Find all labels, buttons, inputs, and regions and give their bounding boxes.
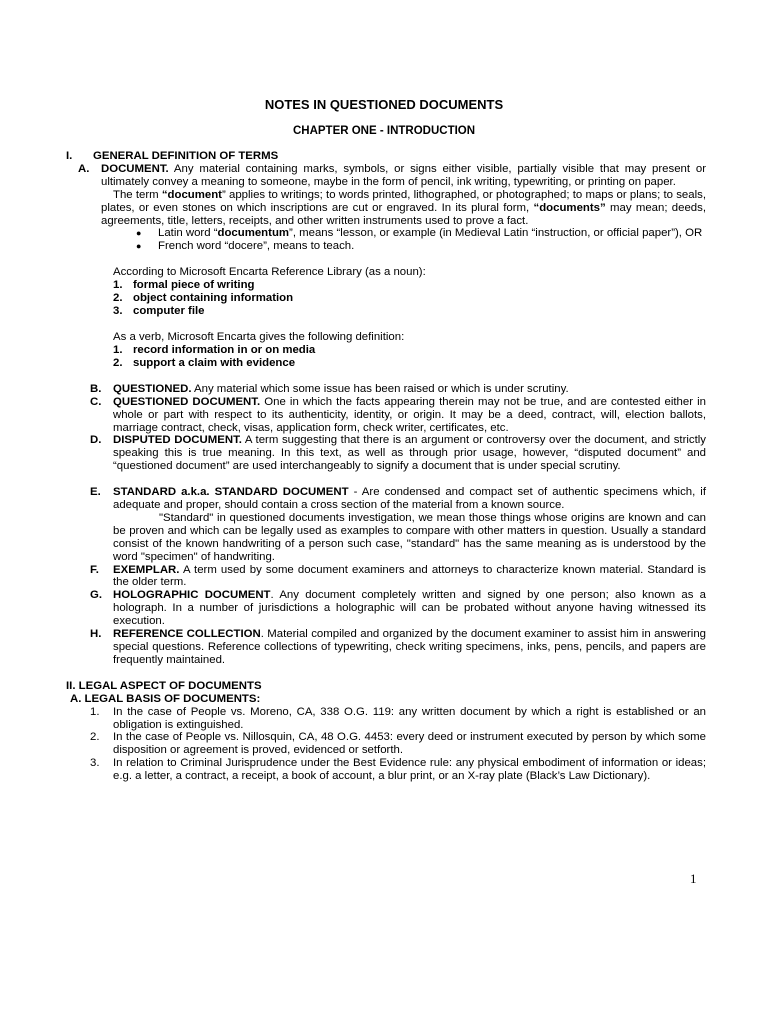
- document-term-paragraph: The term “document” applies to writings; to words printed, lithographed, or photographed; to maps or plans; to seals, plates, or even stones on which inscriptions are cut or engraved. In its plural form, “documents” may mean; deeds, agreements, title, letters, receipts, and other written instruments used to prove a fact.: [101, 188, 706, 227]
- definition-questioned-document: C. QUESTIONED DOCUMENT. One in which the facts appearing therein may not be true, and are contested either in whole or part with respect to its authenticity, identity, or origin. It may be a deed, contract, will, election ballots, marriage contract, check, visas, application form, check writer, certificates, etc.: [90, 395, 707, 434]
- definition-holographic-document: G. HOLOGRAPHIC DOCUMENT. Any document completely written and signed by one person; also known as a holograph. In a number of jurisdictions a holographic will can be probated without anyone having witnessed its execution.: [90, 589, 707, 628]
- verb-definition-item: 2. support a claim with evidence: [113, 356, 296, 369]
- definition-disputed-document: D. DISPUTED DOCUMENT. A term suggesting that there is an argument or controversy over the document, and strictly speaking this is true meaning. In this text, as well as through prior usage, however, “disputed document” and “questioned document” are used interchangeably to signify a document that is under special scrutiny.: [90, 434, 707, 473]
- standard-paragraph: "Standard" in questioned documents investigation, we mean those things whose origins are known and can be proven and which can be legally used as examples to compare with other matters in question. Usually a standard consist of the known handwriting of a person such case, "standard" has the same meaning as is understood by the word "specimen" of handwriting.: [113, 511, 706, 563]
- encarta-noun-intro: According to Microsoft Encarta Reference Library (as a noun):: [113, 266, 426, 279]
- page-number: 1: [690, 871, 697, 886]
- encarta-verb-intro: As a verb, Microsoft Encarta gives the following definition:: [113, 331, 405, 344]
- legal-basis-item: 1. In the case of People vs. Moreno, CA, 338 O.G. 119: any written document by which a right is established or an obligation is extinguished.: [90, 705, 706, 731]
- section-title: GENERAL DEFINITION OF TERMS: [93, 150, 279, 162]
- section-heading-legal-aspect: II. LEGAL ASPECT OF DOCUMENTS: [66, 679, 262, 692]
- noun-definition-item: 3. computer file: [113, 305, 205, 318]
- definition-reference-collection: H. REFERENCE COLLECTION. Material compiled and organized by the document examiner to assist him in answering special questions. Reference collections of typewriting, check writing specimens, inks, pens, pencils, and papers are frequently maintained.: [90, 628, 706, 666]
- definition-term: DOCUMENT.: [101, 162, 169, 175]
- definition-standard-document: E. STANDARD a.k.a. STANDARD DOCUMENT - Are condensed and compact set of authentic specimens which, if adequate and proper, should contain a cross section of the material from a known source.: [90, 486, 707, 512]
- noun-definition-item: 1. formal piece of writing: [113, 279, 255, 292]
- definition-document: [78, 163, 706, 189]
- definition-text: DOCUMENT. Any material containing marks, symbols, or signs either visible, partially visible that may present or ultimately convey a meaning to someone, maybe in the form of pencil, ink writing, typewriting, or printing on paper.: [101, 162, 706, 188]
- section-heading-general-definitions: [66, 150, 706, 163]
- definition-exemplar: F. EXEMPLAR. A term used by some document examiners and attorneys to characterize known material. Standard is the older term.: [90, 563, 706, 589]
- bullet-icon: ●: [136, 228, 142, 239]
- chapter-heading: CHAPTER ONE - INTRODUCTION: [292, 125, 476, 137]
- document-title: NOTES IN QUESTIONED DOCUMENTS: [264, 97, 504, 112]
- bullet-item: ● Latin word “documentum”, means “lesson, or example (in Medieval Latin “instruction, or official paper”), OR: [136, 227, 703, 240]
- noun-definition-item: 2. object containing information: [113, 292, 294, 305]
- legal-basis-item: 2. In the case of People vs. Nillosquin, CA, 48 O.G. 4453: every deed or instrument executed by person by which some disposition or agreement is proved, evidenced or setforth.: [90, 731, 706, 757]
- document-body: [66, 150, 706, 783]
- legal-basis-item: 3. In relation to Criminal Jurisprudence under the Best Evidence rule: any physical embodiment of information or ideas; e.g. a letter, a contract, a receipt, a book of account, a blur print, or an X-ray plate (Black’s Law Dictionary).: [90, 757, 706, 783]
- definition-questioned: B. QUESTIONED. Any material which some issue has been raised or which is under scrutiny.: [90, 382, 569, 395]
- bullet-icon: ●: [136, 241, 142, 252]
- verb-definition-item: 1. record information in or on media: [113, 343, 316, 356]
- item-label: A.: [78, 162, 90, 175]
- section-number: I.: [66, 150, 73, 162]
- bullet-item: ● French word “docere”, means to teach.: [136, 240, 355, 253]
- subsection-heading-legal-basis: A. LEGAL BASIS OF DOCUMENTS:: [70, 692, 261, 705]
